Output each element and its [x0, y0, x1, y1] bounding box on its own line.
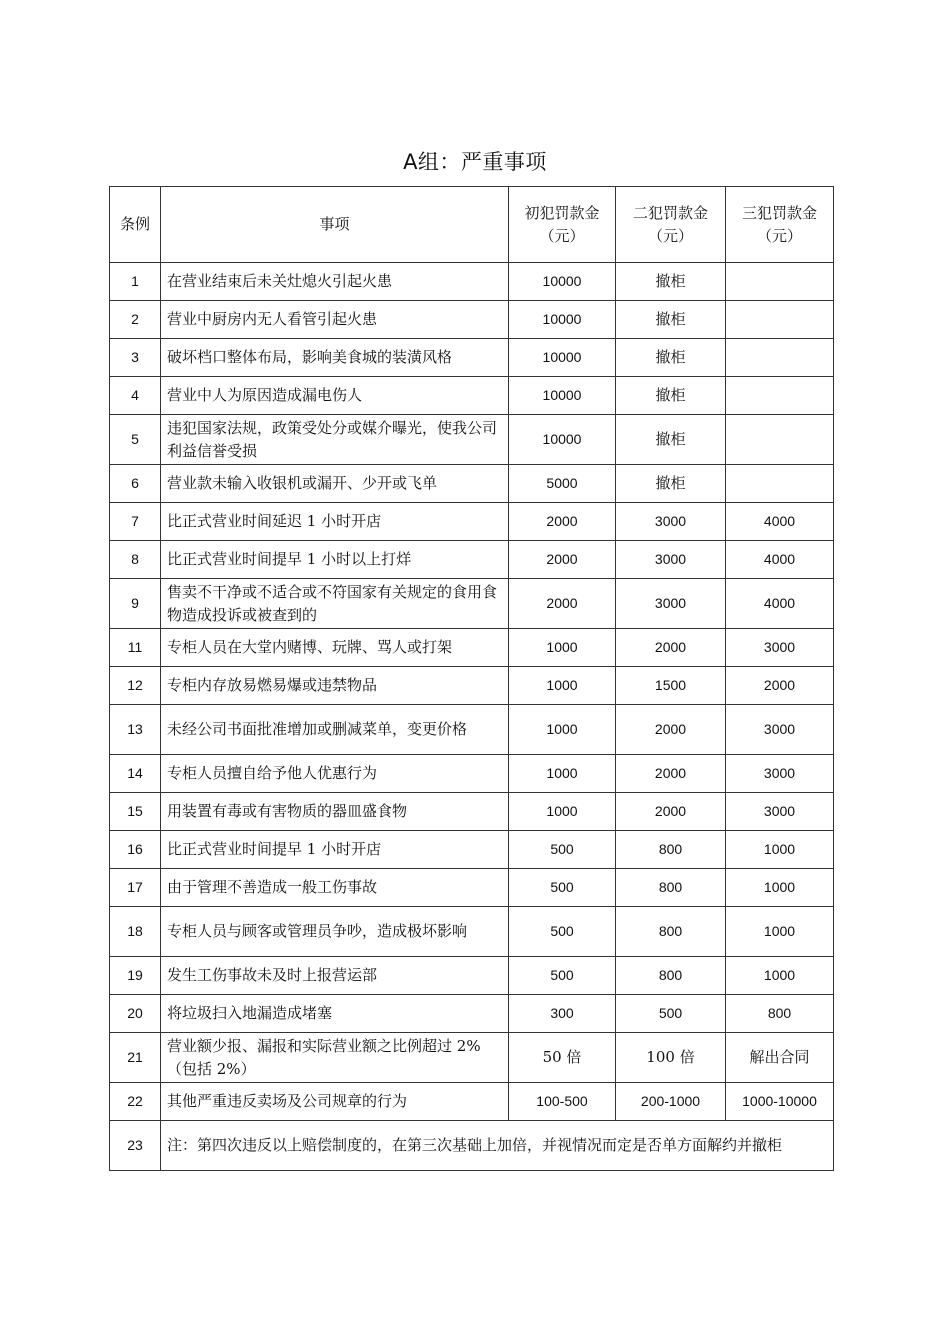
row-item: 专柜内存放易燃易爆或违禁物品 — [161, 667, 509, 705]
row-number: 15 — [110, 793, 161, 831]
table-row — [110, 755, 834, 793]
row-first-fine: 500 — [509, 957, 616, 995]
row-first-fine: 10000 — [509, 339, 616, 377]
row-first-fine: 2000 — [509, 579, 616, 629]
row-third-fine: 1000 — [726, 831, 834, 869]
row-number: 21 — [110, 1033, 161, 1083]
row-second-fine: 800 — [616, 869, 726, 907]
row-item: 未经公司书面批准增加或删减菜单，变更价格 — [161, 705, 509, 755]
row-third-fine: 1000 — [726, 869, 834, 907]
table-row — [110, 503, 834, 541]
row-item: 专柜人员擅自给予他人优惠行为 — [161, 755, 509, 793]
table-row — [110, 415, 834, 465]
row-item: 专柜人员在大堂内赌博、玩牌、骂人或打架 — [161, 629, 509, 667]
row-number: 20 — [110, 995, 161, 1033]
row-number: 2 — [110, 301, 161, 339]
row-item: 发生工伤事故未及时上报营运部 — [161, 957, 509, 995]
row-third-fine: 1000-10000 — [726, 1083, 834, 1121]
table-row — [110, 629, 834, 667]
row-second-fine: 1500 — [616, 667, 726, 705]
row-number: 1 — [110, 263, 161, 301]
row-first-fine: 10000 — [509, 415, 616, 465]
row-third-fine: 800 — [726, 995, 834, 1033]
row-first-fine: 500 — [509, 869, 616, 907]
table-row — [110, 667, 834, 705]
row-number: 12 — [110, 667, 161, 705]
row-third-fine: 4000 — [726, 541, 834, 579]
row-item: 由于管理不善造成一般工伤事故 — [161, 869, 509, 907]
row-item: 比正式营业时间延迟 1 小时开店 — [161, 503, 509, 541]
row-third-fine — [726, 263, 834, 301]
row-number: 22 — [110, 1083, 161, 1121]
row-third-fine: 1000 — [726, 957, 834, 995]
page-title: A组：严重事项 — [403, 150, 547, 174]
row-number: 14 — [110, 755, 161, 793]
row-first-fine: 1000 — [509, 755, 616, 793]
row-first-fine: 1000 — [509, 705, 616, 755]
row-first-fine: 10000 — [509, 377, 616, 415]
row-number: 7 — [110, 503, 161, 541]
row-third-fine: 4000 — [726, 579, 834, 629]
row-first-fine: 5000 — [509, 465, 616, 503]
row-item: 营业款未输入收银机或漏开、少开或飞单 — [161, 465, 509, 503]
row-item: 破坏档口整体布局，影响美食城的装潢风格 — [161, 339, 509, 377]
row-item: 营业中厨房内无人看管引起火患 — [161, 301, 509, 339]
table-row — [110, 339, 834, 377]
row-second-fine: 800 — [616, 957, 726, 995]
row-item: 专柜人员与顾客或管理员争吵，造成极坏影响 — [161, 907, 509, 957]
note-text: 注：第四次违反以上赔偿制度的，在第三次基础上加倍，并视情况而定是否单方面解约并撤柜 — [161, 1121, 834, 1171]
table-row — [110, 579, 834, 629]
row-third-fine — [726, 339, 834, 377]
header-second-fine: 二犯罚款金（元） — [616, 187, 726, 263]
row-second-fine: 200-1000 — [616, 1083, 726, 1121]
row-first-fine: 50 倍 — [509, 1033, 616, 1083]
row-second-fine: 500 — [616, 995, 726, 1033]
row-number: 6 — [110, 465, 161, 503]
row-first-fine: 500 — [509, 831, 616, 869]
table-row — [110, 793, 834, 831]
row-first-fine: 2000 — [509, 503, 616, 541]
table-row — [110, 263, 834, 301]
row-third-fine: 3000 — [726, 755, 834, 793]
row-number: 4 — [110, 377, 161, 415]
row-first-fine: 1000 — [509, 667, 616, 705]
row-third-fine: 4000 — [726, 503, 834, 541]
table-row — [110, 541, 834, 579]
table-row — [110, 957, 834, 995]
row-item: 在营业结束后未关灶熄火引起火患 — [161, 263, 509, 301]
row-second-fine: 2000 — [616, 793, 726, 831]
row-first-fine: 1000 — [509, 629, 616, 667]
row-second-fine: 800 — [616, 831, 726, 869]
row-second-fine: 撤柜 — [616, 415, 726, 465]
row-third-fine — [726, 415, 834, 465]
row-third-fine — [726, 377, 834, 415]
row-item: 比正式营业时间提早 1 小时以上打烊 — [161, 541, 509, 579]
row-first-fine: 2000 — [509, 541, 616, 579]
row-item: 其他严重违反卖场及公司规章的行为 — [161, 1083, 509, 1121]
row-number: 13 — [110, 705, 161, 755]
row-number: 3 — [110, 339, 161, 377]
table-row — [110, 995, 834, 1033]
note-row — [110, 1121, 834, 1171]
row-item: 营业中人为原因造成漏电伤人 — [161, 377, 509, 415]
row-second-fine: 100 倍 — [616, 1033, 726, 1083]
row-third-fine — [726, 465, 834, 503]
row-item: 比正式营业时间提早 1 小时开店 — [161, 831, 509, 869]
table-row — [110, 705, 834, 755]
row-first-fine: 10000 — [509, 301, 616, 339]
row-number: 9 — [110, 579, 161, 629]
row-third-fine: 2000 — [726, 667, 834, 705]
row-second-fine: 2000 — [616, 629, 726, 667]
table-row — [110, 907, 834, 957]
row-number: 18 — [110, 907, 161, 957]
row-third-fine — [726, 301, 834, 339]
table-row — [110, 1083, 834, 1121]
row-second-fine: 撤柜 — [616, 263, 726, 301]
row-number: 17 — [110, 869, 161, 907]
row-first-fine: 10000 — [509, 263, 616, 301]
row-item: 用装置有毒或有害物质的器皿盛食物 — [161, 793, 509, 831]
row-first-fine: 300 — [509, 995, 616, 1033]
row-second-fine: 撤柜 — [616, 301, 726, 339]
header-first-fine: 初犯罚款金（元） — [509, 187, 616, 263]
row-first-fine: 500 — [509, 907, 616, 957]
penalty-table — [109, 186, 834, 1171]
row-third-fine: 1000 — [726, 907, 834, 957]
row-second-fine: 2000 — [616, 705, 726, 755]
row-second-fine: 2000 — [616, 755, 726, 793]
row-item: 售卖不干净或不适合或不符国家有关规定的食用食物造成投诉或被查到的 — [161, 579, 509, 629]
row-second-fine: 撤柜 — [616, 339, 726, 377]
table-row — [110, 831, 834, 869]
row-second-fine: 撤柜 — [616, 377, 726, 415]
row-number: 19 — [110, 957, 161, 995]
row-second-fine: 3000 — [616, 541, 726, 579]
row-number: 11 — [110, 629, 161, 667]
row-first-fine: 100-500 — [509, 1083, 616, 1121]
header-third-fine: 三犯罚款金（元） — [726, 187, 834, 263]
table-row — [110, 377, 834, 415]
row-third-fine: 解出合同 — [726, 1033, 834, 1083]
row-number: 5 — [110, 415, 161, 465]
row-second-fine: 3000 — [616, 503, 726, 541]
header-item: 事项 — [161, 187, 509, 263]
row-third-fine: 3000 — [726, 793, 834, 831]
table-row — [110, 465, 834, 503]
row-item: 违犯国家法规，政策受处分或媒介曝光，使我公司利益信誉受损 — [161, 415, 509, 465]
row-second-fine: 800 — [616, 907, 726, 957]
row-item: 将垃圾扫入地漏造成堵塞 — [161, 995, 509, 1033]
row-third-fine: 3000 — [726, 705, 834, 755]
row-second-fine: 撤柜 — [616, 465, 726, 503]
row-item: 营业额少报、漏报和实际营业额之比例超过 2%（包括 2%） — [161, 1033, 509, 1083]
note-row-number: 23 — [110, 1121, 161, 1171]
table-header-row — [110, 187, 834, 263]
table-row — [110, 1033, 834, 1083]
row-third-fine: 3000 — [726, 629, 834, 667]
table-row — [110, 301, 834, 339]
row-second-fine: 3000 — [616, 579, 726, 629]
table-row — [110, 869, 834, 907]
row-number: 16 — [110, 831, 161, 869]
header-no: 条例 — [110, 187, 161, 263]
row-number: 8 — [110, 541, 161, 579]
table-body — [110, 263, 834, 1171]
row-first-fine: 1000 — [509, 793, 616, 831]
